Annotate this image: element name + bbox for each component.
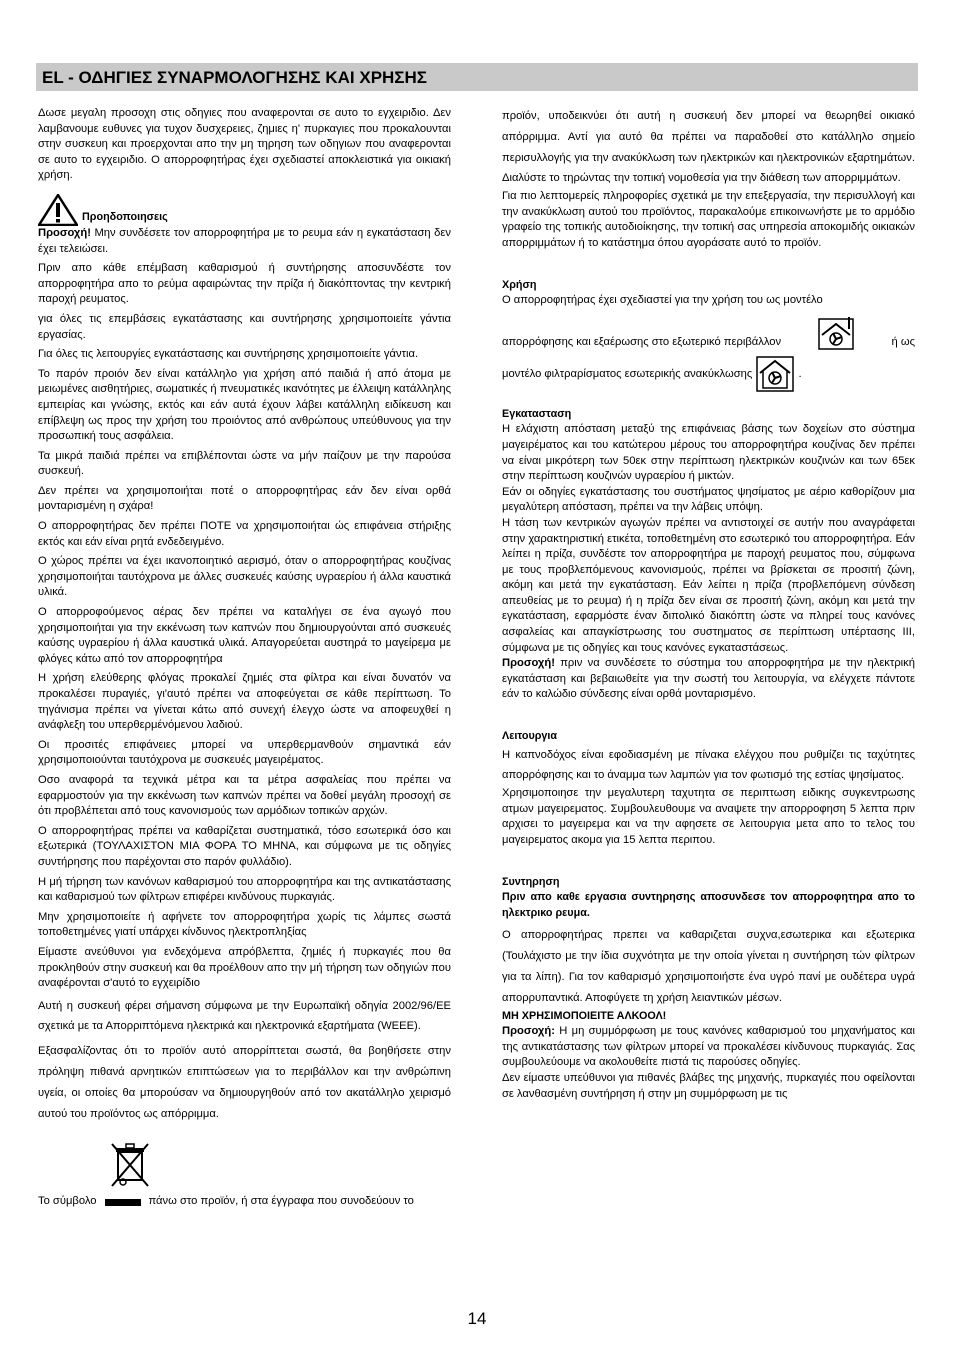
paragraph-2: Πριν απο κάθε επέμβαση καθαρισμού ή συντήρησης αποσυνδέστε τον απορροφητήρα απο το ρεύμα αφαιρώντας την πρίζα ή διακόπτοντας την κεντρική παροχή ρευματος. bbox=[38, 262, 451, 306]
symbol-text-before: Το σύμβολο bbox=[38, 1195, 97, 1208]
paragraph-4: Για όλες τις λειτουργίες εγκατάστασης και συντήρησης χρησιμοποιείτε γάντια. bbox=[38, 348, 419, 361]
install-paragraph-1: Η ελάχιστη απόσταση μεταξύ της επιφάνειας βάσης των δοχείων στο σύστημα μαγειρέματος και του κατώτερου μέρους του απορροφητήρα κουζίνας δεν πρέπει να είναι μικρότερη των 50εκ στην περίπτωση ηλεκτρικών κουζινών και των 65εκ στην περίπτωση κουζινών υγραερίου ή μικτών. bbox=[502, 423, 915, 483]
intro-paragraph: Δωσε μεγαλη προσοχη στις οδηγιες που αναφερονται σε αυτο το εγχειριδιο. Δεν λαμβανουμε ευθυνες για τυχον δυσχερειες, ζημιες η' πυρκαγιες που προκαλουνται στην συσκευη και προερχονται απο την μη τηρηση των οδηγιων που αναφερονται σε αυτο το εγχειριδιο. Ο απορροφητήρας έχει σχεδιαστεί αποκλειστικά για οικιακή χρήση. bbox=[38, 107, 451, 182]
usage-line-1: Ο απορροφητήρας έχει σχεδιαστεί για την χρήση του ως μοντέλο bbox=[502, 294, 823, 307]
paragraph-15: Η μή τήρηση των κανόνων καθαρισμού του απορροφητήρα και της αντικατάστασης και καθαρισμού των φίλτρων επιφέρει κινδύνους πυρκαγιάς. bbox=[38, 875, 451, 904]
paragraph-13: Οσο αναφορά τα τεχνικά μέτρα και τα μέτρα ασφαλείας που πρέπει να εφαρμοστούν για την εκκένωση των καπνών πρέπει να δοθεί μεγάλη προσοχή σε ότι προβλέπεται από τους κανονισμούς των αρμόδιων τοπικών αρχών. bbox=[38, 773, 451, 818]
symbol-text-after: πάνω στο προϊόν, ή στα έγγραφα που συνοδεύουν το bbox=[148, 1195, 414, 1208]
warning-paragraph-1 bbox=[38, 226, 451, 257]
paragraph-14: Ο απορροφητήρας πρέπει να καθαρίζεται συστηματικά, τόσο εσωτερικά όσο και εξωτερικά (ΤΟΥΛΑΧΙΣΤΟΝ ΜΙΑ ΦΟΡΑ ΤΟ ΜΗΝΑ, και σύμφωνα με τις οδηγίες συντήρησης που παρέχονται στο παρόν φυλλάδιο). bbox=[38, 824, 451, 868]
paragraph-8: Ο απορροφητήρας δεν πρέπει ΠΟΤΕ να χρησιμοποιήται ώς επιφάνεια στήριξης εκτός και εάν είναι ρητά ενδεδειγμένο. bbox=[38, 520, 451, 548]
usage-line-2 bbox=[502, 315, 915, 351]
page-title: EL - ΟΔΗΓΙΕΣ ΣΥΝΑΡΜΟΛΟΓΗΣΗΣ ΚΑΙ ΧΡΗΣΗΣ bbox=[42, 68, 427, 87]
black-bar-symbol-icon bbox=[105, 1199, 141, 1206]
maintenance-caution-text: Η μη συμμόρφωση με τους κανόνες καθαρισμού του μηχανήματος και της αντικατάστασης των φίλτρων μπορεί να προκαλέσει κίνδυνους πυρκαγιάς. Σας συμβουλεύουμε να ακολουθείτε πιστά τις παρούσες οδηγίες. bbox=[502, 1025, 915, 1069]
paragraph-11: Η χρήση ελεύθερης φλόγας προκαλεί ζημιές στα φίλτρα και είναι δυνατόν να προκαλέσει πυραγιές, γι'αυτό πρέπει να αποφεύγεται σε κάθε περίπτωση. Το τηγάνισμα πρέπει να γίνεται κάτω από συνεχή έλεγχο ώστε να αποφευχθεί η ανάφλεξη του υπερθερμένόμενου λαδιού. bbox=[38, 672, 451, 732]
recirculation-mode-icon bbox=[755, 355, 795, 393]
usage-text-end: . bbox=[798, 367, 802, 380]
usage-line-3 bbox=[502, 355, 915, 393]
install-paragraph-3: Η τάση των κεντρικών αγωγών πρέπει να αντιστοιχεί σε αυτήν που αναγράφεται στην χαρακτηριστική ετικέτα, τοποθετημένη στο εσωτερικό του απορροφητήρα. Εάν λείπει η πρίζα, συνδέστε τον απορροφητήρα με παροχή ρευματος που, σύμφωνα με τους προβλεπόμενους κανονισμούς, πρέπει να βρίσκεται σε προσιτή ζώνη, ακόμη και μετά την εγκατάσταση. Εάν λείπει η πρίζα (προβλεπόμενη σύνδεση απευθείας με το ρευμα) ή η πρίζα δεν είναι σε προσιτή ζώνη, ακόμη και μετά την εγκατάσταση, εφαρμόστε έναν διπολικό διακόπτη ώστε να πληρεί τους κανόνες ασφαλείας και απαγκίστρωσης του συστηματος σε περίπτωση υπέρτασης ΙΙΙ, σύμφωνα με τις οδηγίες και τους κανόνες εγκαταστάσεως. bbox=[502, 516, 915, 654]
paragraph-16: Μην χρησιμοποιείτε ή αφήνετε τον απορροφητήρα χωρίς τις λάμπες σωστά τοποθετημένες γιατί υπάρχει κίνδυνος ηλεκτροπληξίας bbox=[38, 910, 451, 939]
symbol-sentence bbox=[38, 1194, 451, 1210]
caution-label: Προσοχή! bbox=[38, 226, 91, 239]
operation-heading: Λειτουργια bbox=[502, 730, 558, 743]
usage-text-exhaust: απορρόφησης και εξαέρωσης στο εξωτερικό περιβάλλον bbox=[502, 336, 782, 349]
left-column bbox=[38, 106, 451, 1210]
paragraph-19: Εξασφαλίζοντας ότι το προϊόν αυτό απορρίπτεται σωστά, θα βοηθήσετε στην πρόληψη πιθανά αρνητικών επιπτώσεων για το περιβάλλον και την ανθρώπινη υγεία, οι οποίες θα μπορούσαν να δημιουργηθούν από τον ακατάλληλο χειρισμό αυτού του προϊόντος ως απόρριμμα. bbox=[38, 1045, 451, 1120]
maintenance-paragraph-2 bbox=[502, 1024, 915, 1071]
install-paragraph-4 bbox=[502, 656, 915, 703]
weee-symbol-block bbox=[38, 1140, 451, 1188]
paragraph-7: Δεν πρέπει να χρησιμοποιήται ποτέ ο απορροφητήρας εάν δεν είναι ορθά μονταρισμένη η σχάρα! bbox=[38, 484, 451, 513]
crossed-bin-icon bbox=[108, 1140, 152, 1188]
caution-label: Προσοχή: bbox=[502, 1025, 555, 1038]
operation-paragraph-1: Η καπνοδόχος είναι εφοδιασμένη με πίνακα ελέγχου που ρυθμίζει τις ταχύτητες απορρόφησης και το άναμμα των λαμπών για τον φωτισμό της εστίας ψησίματος. bbox=[502, 748, 915, 782]
operation-paragraph-2: Χρησιμοποιησε την μεγαλυτερη ταχυτητα σε περιπτωση ειδικης συγκεντρωσης ατμων μαγειρεματος. Συμβουλευθουμε να αναψετε την απορροφηση 5 λεπτα πριν αρχισει το μαγειρεμα και να την αφησετε σε λειτουργια μετα απο το τελος του μαγειρεματος ακομα για 15 λεπτα περιπου. bbox=[502, 787, 915, 846]
paragraph-5: Το παρόν προιόν δεν είναι κατάλληλο για χρήση από παιδιά ή από άτομα με μειωμένες αισθητήριες, σωματικές ή πνευματικές ικανότητες με έλλειψη κατάλληλης εμπειρίας και γνώσης, εκτός και εάν αυτά έχουν λάβει κατάλληλη ειδίκευση και επίβλεψη ως προς την χρήση του προιόντος από ανθρώπους υπεύθυνους για την προσωπική τους ασφάλεια. bbox=[38, 367, 451, 443]
usage-text-recirc: μοντέλο φιλτραρίσματος εσωτερικής ανακύκλωσης bbox=[502, 367, 753, 380]
section-header bbox=[36, 63, 918, 91]
paragraph-9: Ο χώρος πρέπει να έχει ικανοποιητικό αερισμό, όταν ο απορροφητήρας κουζίνας χρησιμοποιήται ταυτόχρονα με άλλες συσκευές καύσης υγραερίου ή άλλα καυστικά υλικά. bbox=[38, 555, 451, 599]
usage-heading: Χρήση bbox=[502, 278, 537, 291]
installation-heading: Εγκατασταση bbox=[502, 407, 572, 420]
paragraph-6: Τα μικρά παιδιά πρέπει να επιβλέπονται ώστε να μήν παίζουν με την παρούσα συσκευή. bbox=[38, 449, 451, 478]
right-column bbox=[502, 106, 915, 1102]
no-alcohol-warning: ΜΗ ΧΡΗΣΙΜΟΠΟΙΕΙΤΕ ΑΛΚΟΟΛ! bbox=[502, 1009, 667, 1022]
warnings-heading-row bbox=[38, 194, 451, 226]
paragraph-3: για όλες τις επεμβάσεις εγκατάστασης και συντήρησης χρησιμοποιείτε γάντια εργασίας. bbox=[38, 312, 451, 341]
recycling-info: Για πιο λεπτομερείς πληροφορίες σχετικά με την επεξεργασία, την περισυλλογή και την ανακύκλωση αυτού του προϊόντος, παρακαλούμε επικοινωνήστε με το αρμόδιο γραφείο της τοπικής αυτοδιοίκησης, την τοπική σας υπηρεσία αποκομιδής οικιακών απορριμμάτων ή το κατάστημα όπου αγοράσατε αυτό το προϊόν. bbox=[502, 190, 915, 249]
paragraph-10: Ο απορροφούμενος αέρας δεν πρέπει να καταλήγει σε ένα αγωγό που χρησιμοποιήται για την εκκένωση των καπνών που δημιουργούνται από συσκευές καύσης υγραερίου ή άλλα καυστικά υλικά. Απαγορεύεται αυστηρά το μαγείρεμα με φλόγες κάτω από τον απορροφητήρα bbox=[38, 606, 451, 665]
caution-label: Προσοχή! bbox=[502, 657, 555, 670]
warnings-heading: Προηδοποιησεις bbox=[82, 211, 168, 224]
install-caution-text: πριν να συνδέσετε το σύστημα του απορροφητήρα με την ηλεκτρική εγκατάσταση και βεβαιωθείτε για την σωστή του λειτουργία, να ελέγχετε πάντοτε εάν το καλώδιο σύνδεσης είναι ορθά μονταρισμένο. bbox=[502, 657, 915, 701]
paragraph-12: Οι προσιτές επιφάνειες μπορεί να υπερθερμανθούν σημαντικά εάν χρησιμοποιούνται ταυτόχρονα με συσκευές μαγειρέματος. bbox=[38, 738, 451, 767]
maintenance-paragraph-1: Ο απορροφητήρας πρεπει να καθαριζεται συχνα,εσωτερικα και εξωτερικα (Τουλάχιστο με την ίδια συχνότητα με την οποία γίνεται η συντήρηση τών φίλτρων για τα λίπη). Για τον καθαρισμό χρησιμοποιήστε ένα υγρό πανί με ουδέτερα υγρά απορρυπαντικά. Αποφύγετε τη χρήση λειαντικών μέσων. bbox=[502, 929, 915, 1004]
warning-text-1: Μην συνδέσετε τον απορροφητήρα με το ρευμα εάν η εγκατάσταση δεν έχει τελειώσει. bbox=[38, 226, 451, 255]
warning-triangle-icon bbox=[38, 194, 78, 226]
maintenance-heading: Συντηρηση bbox=[502, 875, 560, 888]
maintenance-paragraph-3: Δεν είμαστε υπεύθυνοι για πιθανές βλάβες της μηχανής, πυρκαγιές που οφείλονται σε λανθασμένη συντήρηση ή στην μη συμμόρφωση με τις bbox=[502, 1071, 915, 1100]
weee-continuation: προϊόν, υποδεικνύει ότι αυτή η συσκευή δεν μπορεί να θεωρηθεί οικιακό απόρριμμα. Αντί για αυτό θα πρέπει να παραδοθεί στο κατάλληλο σημείο περισυλλογής για την ανακύκλωση των ηλεκτρικών και ηλεκτρονικών εξαρτημάτων. Διαλύστε το τηρώντας την τοπική νομοθεσία για την διάθεση των απορριμμάτων. bbox=[502, 110, 915, 185]
install-paragraph-2: Εάν οι οδηγίες εγκατάστασης του συστήματος ψησίματος με αέριο καθορίζουν μια μεγαλύτερη απόσταση, πρέπει να την λάβεις υπόψη. bbox=[502, 485, 915, 514]
exhaust-mode-icon bbox=[816, 315, 856, 351]
usage-text-or: ή ως bbox=[891, 336, 915, 349]
page-number: 14 bbox=[467, 1309, 487, 1328]
paragraph-17: Είμαστε ανεύθυνοι για ενδεχόμενα απρόβλεπτα, ζημιές ή πυρκαγιές που θα προκληθούν στην συσκευή και θα προέλθουν απο την μή τήρηση των οδηγιών που αναφέρονται σ'αυτό το εγχειρίδιο bbox=[38, 945, 451, 990]
paragraph-18-weee: Αυτή η συσκευή φέρει σήμανση σύμφωνα με την Ευρωπαϊκή οδηγία 2002/96/ΕΕ σχετικά με τα Απορριπτόμενα ηλεκτρικά και ηλεκτρονικά εξαρτήματα (WEEE). bbox=[38, 999, 451, 1033]
maintenance-disconnect-warning: Πριν απο καθε εργασια συντηρησης αποσυνδεσε τον απορροφητηρα απο το ηλεκτρικο ρευμα. bbox=[502, 891, 915, 919]
